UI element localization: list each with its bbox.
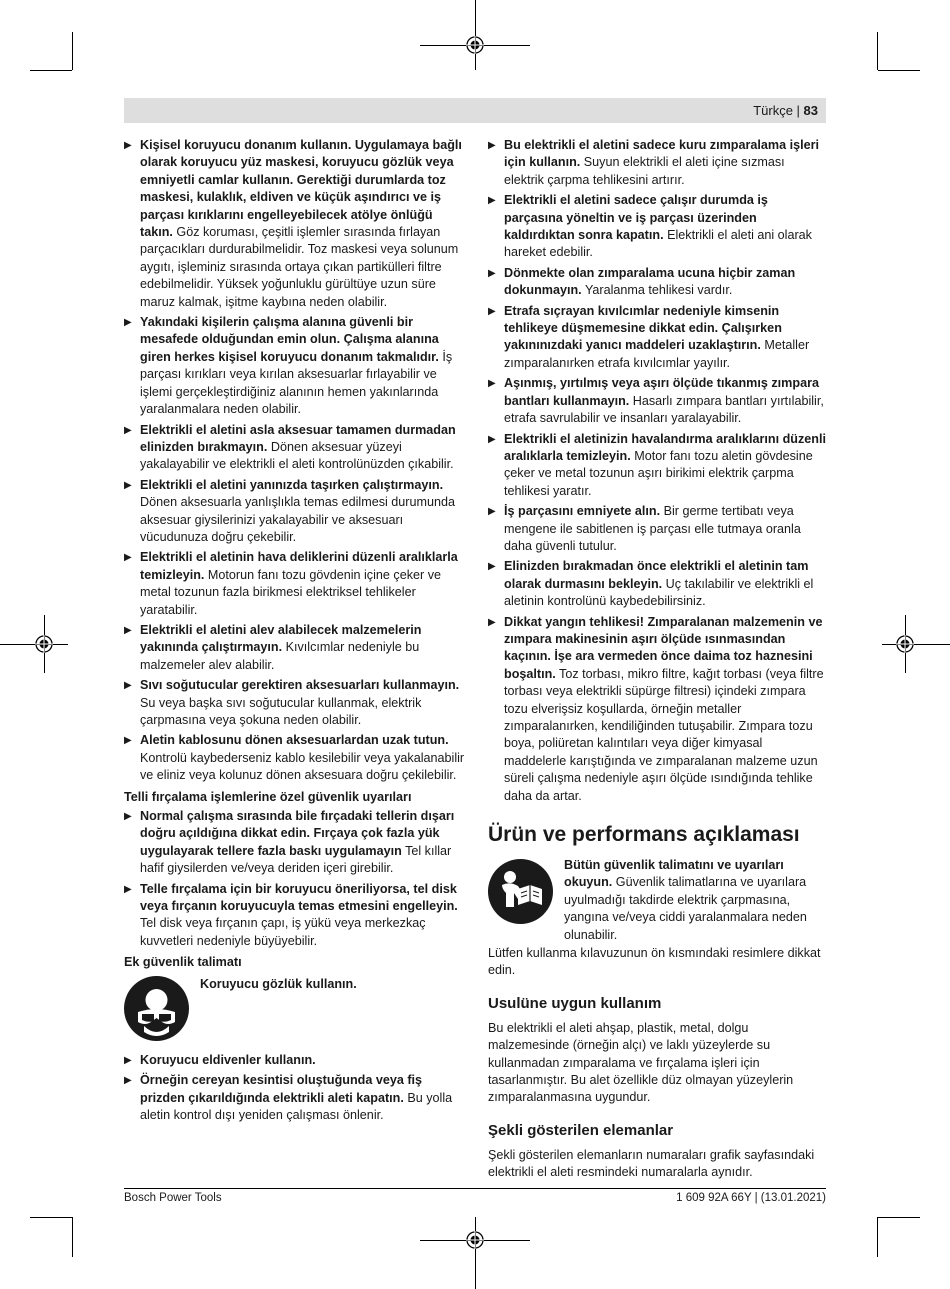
extra-safety-heading: Ek güvenlik talimatı bbox=[124, 955, 242, 970]
crop-mark bbox=[475, 0, 476, 70]
bullet-bold-text: Elektrikli el aletinizin havalandırma aralıklarını düzenli aralıklarla temizleyin. bbox=[504, 431, 826, 463]
crop-mark bbox=[877, 1217, 878, 1257]
crop-mark bbox=[30, 1217, 72, 1218]
read-manual-bold: Bütün güvenlik talimatını ve uyarıları okuyun. bbox=[564, 858, 784, 890]
bullet-arrow-icon: ▶ bbox=[124, 883, 132, 895]
left-column bbox=[124, 137, 466, 1127]
bullet-arrow-icon: ▶ bbox=[124, 1054, 132, 1066]
bullet-bold-text: Kişisel koruyucu donanım kullanın. Uygulamaya bağlı olarak koruyucu yüz maskesi, koruyucu gözlük veya emniyetli camlar kullanın. Gerektiği durumlarda toz maskesi, kulaklık, eldiven ve küçük aşındırıcı ve iş parçası kırıklarını engelleyebilecek atölye önlüğü takın. bbox=[140, 138, 462, 240]
crop-mark bbox=[877, 32, 878, 70]
bullet-item bbox=[488, 503, 826, 555]
bullet-bold-text: Bu elektrikli el aletini sadece kuru zımparalama işleri için kullanın. bbox=[504, 138, 819, 170]
bullet-bold-text: Koruyucu eldivenler kullanın. bbox=[140, 1052, 316, 1067]
crop-mark bbox=[882, 644, 950, 645]
bullet-body-text: Göz koruması, çeşitli işlemler sırasında fırlayan parçacıkları durdurabilmelidir. Toz maskesi veya solunum aygıtı, işleminiz sırasında ortaya çıkan partikülleri filtre edebilmelidir. Yüksek yoğunluklu gürültüye uzun süre maruz kalmak, işitme kaybına neden olabilir. bbox=[140, 225, 459, 309]
bullet-item bbox=[488, 431, 826, 501]
bullet-body-text: İş parçası kırıkları veya kırılan aksesuarlar fırlayabilir ve işlemi gerçekleştirdiğiniz alanının hemen yakınlarında yaralanmalara neden olabilir. bbox=[140, 349, 453, 417]
bullet-item bbox=[124, 137, 466, 311]
bullet-arrow-icon: ▶ bbox=[124, 735, 132, 747]
bullet-body-text: Hasarlı zımpara bantları yırtılabilir, etrafa savrulabilir ve insanları yaralayabilir. bbox=[504, 393, 824, 426]
bullet-item bbox=[124, 808, 466, 878]
bullet-arrow-icon: ▶ bbox=[488, 561, 496, 573]
bullet-arrow-icon: ▶ bbox=[124, 811, 132, 823]
bullet-body-text: Bir germe tertibatı veya mengene ile sabitlenen iş parçası elle tutmaya oranla daha güvenli tutulur. bbox=[504, 504, 801, 553]
bullet-bold-text: Sıvı soğutucular gerektiren aksesuarları kullanmayın. bbox=[140, 678, 460, 693]
bullet-arrow-icon: ▶ bbox=[488, 267, 496, 279]
bullet-bold-text: Etrafa sıçrayan kıvılcımlar nedeniyle kimsenin tehlikeye düşmemesine dikkat edin. Çalışırken yakınınızdaki yanıcı maddeleri uzaklaştırın. bbox=[504, 303, 782, 353]
bullet-body-text: Tel kıllar hafif giysilerden ve/veya deriden içeri girebilir. bbox=[140, 843, 452, 876]
footer-rule bbox=[124, 1188, 826, 1189]
bullet-arrow-icon: ▶ bbox=[124, 680, 132, 692]
bullet-body-text: Uç takılabilir ve elektrikli el aletinin kontrolünü kaybedebilirsiniz. bbox=[504, 576, 814, 609]
read-manual-icon bbox=[488, 859, 553, 924]
bullet-body-text: Dönen aksesuarla yanlışlıkla temas edilmesi durumunda aksesuar giysilerinizi yakalayabilir ve aksesuarı vücudunuza doğru çekebilir. bbox=[140, 495, 456, 544]
header-language: Türkçe bbox=[753, 103, 793, 118]
read-manual-body: Güvenlik talimatlarına ve uyarılara uyulmadığı takdirde elektrik çarpmasına, yangına ve/veya ciddi yaralanmalara neden olunabilir. bbox=[564, 875, 807, 942]
bullet-item bbox=[488, 265, 826, 300]
registration-mark-icon bbox=[466, 1231, 484, 1249]
bullet-bold-text: Dikkat yangın tehlikesi! Zımparalanan malzemenin ve zımpara makinesinin aşırı ölçüde ısınmasından kaçının. İşe ara vermeden önce daima toz haznesini boşaltın. bbox=[504, 614, 823, 681]
bullet-item bbox=[124, 677, 466, 729]
pictures-note: Lütfen kullanma kılavuzunun ön kısmındaki resimlere dikkat edin. bbox=[488, 946, 821, 978]
bullet-arrow-icon: ▶ bbox=[488, 378, 496, 390]
bullet-body-text: Tel disk veya fırçanın çapı, iş yükü veya merkezkaç kuvvetleri nedeniyle büyüyebilir. bbox=[140, 916, 426, 948]
bullet-body-text: Toz torbası, mikro filtre, kağıt torbası (veya filtre torbası veya elektrikli süpürge filtresi) içindeki zımpara tozu elverişsiz koşullarda, örneğin metaller zımparalanırken, kendiliğinden tutuşabilir. Zımpara tozu boya, poliüretan kalıntıları veya diğer kimyasal maddelerle karıştığında ve zımparalanan malzeme uzun süreli çalışma nedeniyle aşırı ölçüde ısındığında tehlike daha da artar. bbox=[504, 666, 824, 803]
goggles-label: Koruyucu gözlük kullanın. bbox=[200, 976, 357, 991]
intended-use-title: Usulüne uygun kullanım bbox=[488, 994, 662, 1012]
bullet-arrow-icon: ▶ bbox=[124, 624, 132, 636]
bullet-arrow-icon: ▶ bbox=[488, 305, 496, 317]
wire-brush-heading: Telli fırçalama işlemlerine özel güvenlik uyarıları bbox=[124, 789, 412, 804]
wire-brush-list bbox=[124, 808, 466, 950]
bullet-item bbox=[124, 622, 466, 674]
safety-goggles-icon bbox=[124, 976, 189, 1041]
goggles-instruction bbox=[124, 976, 466, 1046]
bullet-body-text: Su veya başka sıvı soğutucular kullanmak, elektrik çarpmasına veya şokuna neden olabilir. bbox=[140, 695, 422, 727]
crop-mark bbox=[30, 70, 72, 71]
bullet-bold-text: Elektrikli el aletini alev alabilecek malzemelerin yakınında çalıştırmayın. bbox=[140, 622, 422, 655]
read-manual-block bbox=[488, 857, 826, 945]
crop-mark bbox=[72, 1217, 73, 1257]
right-column bbox=[488, 137, 826, 1182]
registration-mark-icon bbox=[35, 635, 53, 653]
bullet-bold-text: Telle fırçalama için bir koruyucu öneriliyorsa, tel disk veya fırçanın koruyucuyla temas etmesini engelleyin. bbox=[140, 881, 458, 914]
safety-list bbox=[124, 137, 466, 785]
bullet-item bbox=[488, 192, 826, 262]
footer-brand: Bosch Power Tools bbox=[124, 1192, 222, 1204]
bullet-bold-text: Aletin kablosunu dönen aksesuarlardan uzak tutun. bbox=[140, 733, 449, 748]
bullet-body-text: Dönen aksesuar yüzeyi yakalayabilir ve elektrikli el aleti kontrolünüzden çıkabilir. bbox=[140, 439, 454, 472]
bullet-item bbox=[124, 314, 466, 418]
bullet-body-text: Motor fanı tozu aletin gövdesine çeker ve metal tozunun aşırı birikimi elektrik çarpma tehlikesi yaratır. bbox=[504, 448, 813, 498]
bullet-arrow-icon: ▶ bbox=[124, 552, 132, 564]
bullet-bold-text: Yakındaki kişilerin çalışma alanına güvenli bir mesafede olduğundan emin olun. Çalışma alanına giren herkes kişisel koruyucu donanım takmalıdır. bbox=[140, 315, 439, 364]
bullet-item bbox=[124, 477, 466, 547]
bullet-item bbox=[124, 1072, 466, 1124]
bullet-bold-text: Elektrikli el aletini asla aksesuar tamamen durmadan elinizden bırakmayın. bbox=[140, 422, 456, 454]
bullet-item bbox=[124, 422, 466, 474]
registration-mark-icon bbox=[466, 36, 484, 54]
bullet-bold-text: Normal çalışma sırasında bile fırçadaki tellerin dışarı doğru açıldığına dikkat edin. Fırçaya çok fazla yük uygulayarak tellere fazla baskı uygulamayın bbox=[140, 809, 455, 858]
product-section-title: Ürün ve performans açıklaması bbox=[488, 823, 800, 847]
bullet-body-text: Bu yolla aletin kontrol dışı yeniden çalışması önlenir. bbox=[140, 1090, 453, 1122]
bullet-bold-text: Elinizden bırakmadan önce elektrikli el aletinin tam olarak durmasını bekleyin. bbox=[504, 559, 809, 591]
bullet-item bbox=[488, 558, 826, 610]
bullet-arrow-icon: ▶ bbox=[488, 195, 496, 207]
bullet-bold-text: İş parçasını emniyete alın. bbox=[504, 504, 661, 519]
bullet-arrow-icon: ▶ bbox=[124, 140, 132, 151]
bullet-bold-text: Elektrikli el aletinin hava deliklerini düzenli aralıklarla temizleyin. bbox=[140, 550, 458, 582]
crop-mark bbox=[0, 644, 68, 645]
bullet-arrow-icon: ▶ bbox=[488, 140, 496, 151]
bullet-item bbox=[488, 375, 826, 427]
components-text: Şekli gösterilen elemanların numaraları grafik sayfasındaki elektrikli el aleti resmindeki numaralarla aynıdır. bbox=[488, 1147, 815, 1180]
bullet-bold-text: Dönmekte olan zımparalama ucuna hiçbir zaman dokunmayın. bbox=[504, 265, 796, 298]
bullet-item bbox=[488, 137, 826, 189]
bullet-arrow-icon: ▶ bbox=[124, 1075, 132, 1087]
bullet-arrow-icon: ▶ bbox=[124, 424, 132, 436]
bullet-bold-text: Örneğin cereyan kesintisi oluştuğunda veya fiş prizden çıkarıldığında elektrikli aleti kapatın. bbox=[140, 1073, 423, 1105]
bullet-body-text: Kıvılcımlar nedeniyle bu malzemeler alev alabilir. bbox=[140, 640, 420, 672]
crop-mark bbox=[878, 1217, 920, 1218]
bullet-body-text: Metaller zımparalanırken etrafa kıvılcımlar yayılır. bbox=[504, 338, 810, 370]
bullet-arrow-icon: ▶ bbox=[124, 479, 132, 491]
bullet-body-text: Motorun fanı tozu gövdenin içine çeker ve metal tozunun fazla birikmesi elektriksel tehlikeler yaratabilir. bbox=[140, 567, 442, 617]
bullet-item bbox=[488, 614, 826, 805]
page-header: Türkçe | 83 bbox=[753, 103, 818, 118]
bullet-item bbox=[124, 549, 466, 619]
bullet-body-text: Kontrolü kaybederseniz kablo kesilebilir veya yakalanabilir ve eliniz veya kolunuz dönen aksesuara doğru çekilebilir. bbox=[140, 750, 465, 783]
components-title: Şekli gösterilen elemanlar bbox=[488, 1121, 674, 1139]
bullet-item bbox=[124, 732, 466, 784]
bullet-arrow-icon: ▶ bbox=[124, 317, 132, 329]
registration-mark-icon bbox=[896, 635, 914, 653]
footer-doc-number: 1 609 92A 66Y | (13.01.2021) bbox=[676, 1192, 826, 1204]
crop-mark bbox=[878, 70, 920, 71]
page-number: 83 bbox=[803, 103, 818, 118]
bullet-arrow-icon: ▶ bbox=[488, 506, 496, 518]
bullet-arrow-icon: ▶ bbox=[488, 616, 496, 628]
bullet-body-text: Suyun elektrikli el aleti içine sızması elektrik çarpma tehlikesini artırır. bbox=[504, 155, 785, 187]
header-bar bbox=[124, 98, 826, 123]
bullet-bold-text: Aşınmış, yırtılmış veya aşırı ölçüde tıkanmış zımpara bantları kullanmayın. bbox=[504, 376, 819, 408]
bullet-arrow-icon: ▶ bbox=[488, 433, 496, 445]
crop-mark bbox=[475, 1217, 476, 1289]
bullet-bold-text: Elektrikli el aletini yanınızda taşırken çalıştırmayın. bbox=[140, 477, 444, 492]
extra-safety-list bbox=[124, 1052, 466, 1125]
bullet-body-text: Yaralanma tehlikesi vardır. bbox=[581, 283, 733, 298]
bullet-item bbox=[124, 881, 466, 951]
sanding-safety-list bbox=[488, 137, 826, 805]
bullet-item bbox=[124, 1052, 466, 1069]
bullet-bold-text: Elektrikli el aletini sadece çalışır durumda iş parçasına yöneltin ve iş parçası üzerinden kaldırdıktan sonra kapatın. bbox=[504, 193, 768, 243]
bullet-body-text: Elektrikli el aleti ani olarak hareket edebilir. bbox=[504, 228, 812, 260]
intended-use-text: Bu elektrikli el aleti ahşap, plastik, metal, dolgu malzemesinde (örneğin alçı) ve laklı yüzeylerde su kullanmadan zımparalama ve fırçalama işleri için tasarlanmıştır. Bu alet özellikle düz olmayan yüzeylerin zımparalanmasına uygundur. bbox=[488, 1020, 794, 1105]
bullet-item bbox=[488, 303, 826, 373]
crop-mark bbox=[72, 32, 73, 70]
